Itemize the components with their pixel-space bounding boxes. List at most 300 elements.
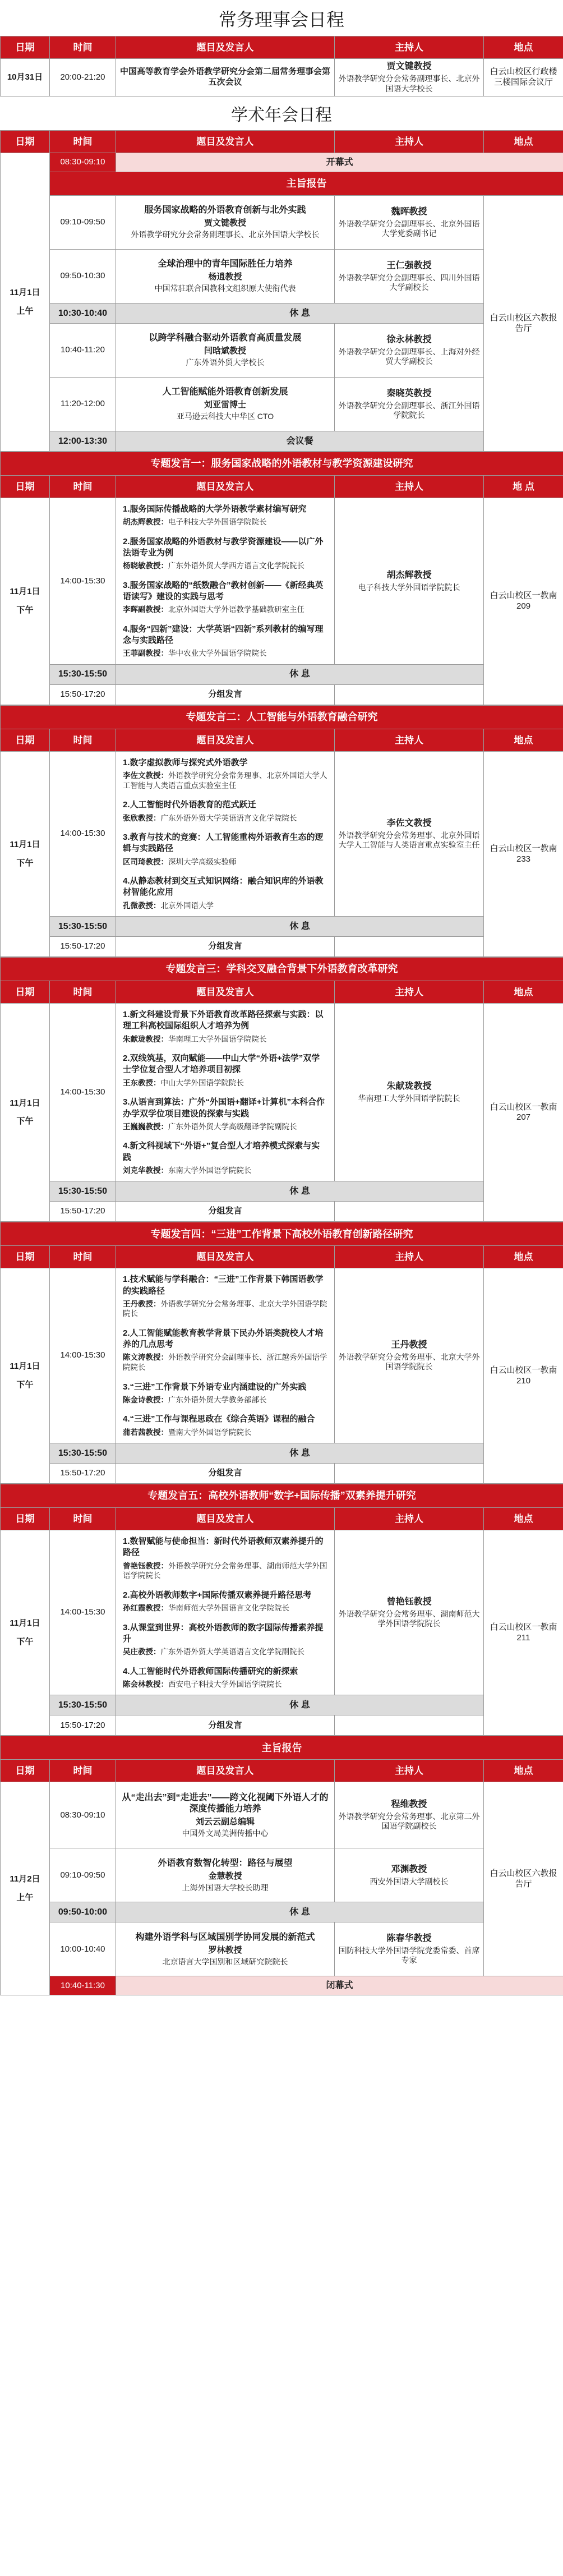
header-topic: 题目及发言人: [116, 1246, 335, 1268]
talk-speaker-line: [123, 561, 327, 571]
talk-cell: [116, 378, 335, 431]
plenary1-day: [1, 153, 50, 452]
break-label: 休 息: [116, 1443, 484, 1464]
topic3-table: [0, 957, 563, 1222]
header-venue: 地点: [484, 1760, 563, 1782]
header-date: 日期: [1, 1246, 50, 1268]
topic4-day: [1, 1268, 50, 1484]
topic1-group-row: [1, 684, 563, 705]
break-time: 15:30-15:50: [50, 917, 116, 937]
topic3-day: [1, 1004, 50, 1222]
talk-speaker: 罗林教授: [208, 1945, 242, 1955]
topic2-break-row: [1, 917, 563, 937]
talk-speaker: 王菲副教授：: [123, 649, 168, 658]
talk-speaker: 陈金诗教授：: [123, 1395, 168, 1404]
group-time: 15:50-17:20: [50, 684, 116, 705]
topic1-venue: 白云山校区一教南209: [484, 498, 563, 705]
header-date: 日期: [1, 476, 50, 498]
talk-title: 构建外语学科与区域国别学协同发展的新范式: [135, 1932, 315, 1942]
talk-speaker: 刘云云副总编辑: [195, 1816, 255, 1827]
plenary2-header-row: [1, 1760, 563, 1782]
break-time: 15:30-15:50: [50, 1181, 116, 1202]
header-date: 日期: [1, 1760, 50, 1782]
talk-title: 2.人工智能时代外语教育的范式跃迁: [123, 800, 256, 810]
topic2-day: [1, 751, 50, 956]
topic5-date: 11月1日: [10, 1618, 40, 1628]
talk-title: 人工智能赋能外语教育创新发展: [162, 387, 288, 397]
talk-affiliation: 广东外语外贸大学教务部部长: [168, 1395, 267, 1404]
lunch-time: 12:00-13:30: [50, 431, 116, 452]
closing-row: [1, 1976, 563, 1995]
topic2-title: 专题发言二：人工智能与外语教育融合研究: [1, 705, 563, 729]
talk-title: 1.技术赋能与学科融合：“三进”工作背景下韩国语教学的实践路径: [123, 1275, 324, 1296]
talk-speaker: 蒲若茜教授：: [123, 1428, 168, 1437]
topic5-talk-list: [116, 1530, 335, 1695]
header-venue: 地点: [484, 1508, 563, 1530]
header-host: 主持人: [335, 1246, 484, 1268]
board-schedule-table: [0, 36, 563, 96]
talk-affiliation: 外语教学研究分会副理事长、浙江越秀外国语学院院长: [123, 1353, 327, 1372]
group-time: 15:50-17:20: [50, 1464, 116, 1484]
header-venue: 地点: [484, 729, 563, 751]
topic2-group-row: [1, 937, 563, 957]
talk-speaker-line: [123, 771, 327, 790]
topic3-venue: 白云山校区一教南207: [484, 1004, 563, 1222]
topic4-host: [335, 1268, 484, 1443]
talk-speaker: 贾文键教授: [204, 218, 246, 228]
talk-speaker: 区司琦教授：: [123, 857, 168, 866]
host-cell: [335, 1848, 484, 1902]
talk-affiliation: 北京外国语大学外语教学基础教研室主任: [168, 605, 304, 614]
talk-speaker: 李晖副教授：: [123, 605, 168, 614]
break-label: 休 息: [116, 1695, 484, 1715]
list-item: [123, 1274, 327, 1319]
host-name: 徐永林教授: [386, 334, 432, 344]
topic3-talks-row: [1, 1004, 563, 1181]
talk-affiliation: 外语教学研究分会常务副理事长、北京外国语大学校长: [131, 230, 320, 240]
topic4-venue: 白云山校区一教南210: [484, 1268, 563, 1484]
talk-time: 09:10-09:50: [50, 1848, 116, 1902]
talk-affiliation: 外语教学研究分会常务理事、湖南师范大学外国语学院院长: [123, 1561, 327, 1580]
talk-title: 以跨学科融合驱动外语教育高质量发展: [149, 333, 302, 343]
talk-speaker: 陈文涛教授：: [123, 1353, 168, 1362]
talk-speaker-line: [123, 1078, 327, 1088]
group-label: 分组发言: [116, 1715, 335, 1736]
talk-speaker-line: [123, 1166, 327, 1176]
talk-affiliation: 华中农业大学外国语学院院长: [168, 649, 267, 658]
lunch-label: 会议餐: [116, 431, 484, 452]
topic2-talks-row: [1, 751, 563, 916]
topic5-break-row: [1, 1695, 563, 1715]
plenary1-venue: 白云山校区六教报告厅: [484, 196, 563, 452]
topic5-header-row: [1, 1508, 563, 1530]
header-venue: 地点: [484, 131, 563, 153]
talk-time: 09:50-10:30: [50, 250, 116, 303]
talk-title: 1.服务国际传播战略的大学外语教学素材编写研究: [123, 504, 307, 514]
talk-affiliation: 华南理工大学外国语学院院长: [168, 1034, 267, 1043]
group-label: 分组发言: [116, 684, 335, 705]
host-affiliation: 外语教学研究分会常务理事、北京第二外国语学院副校长: [338, 1811, 480, 1831]
list-item: [123, 1382, 327, 1405]
header-topic: 题目及发言人: [116, 981, 335, 1004]
talk-speaker: 王巍巍教授：: [123, 1122, 168, 1131]
host-name: 邓渊教授: [391, 1864, 427, 1874]
group-time: 15:50-17:20: [50, 1202, 116, 1222]
host-name: 李佐文教授: [386, 818, 432, 828]
topic4-title: 专题发言四：“三进”工作背景下高校外语教育创新路径研究: [1, 1222, 563, 1246]
closing-time: 10:40-11:30: [50, 1976, 116, 1995]
talk-title: 4.新文科视域下“外语+”复合型人才培养模式探索与实践: [123, 1141, 320, 1162]
plenary2-date: 11月2日: [10, 1874, 40, 1884]
talk-speaker: 张欣教授：: [123, 813, 161, 822]
talk-affiliation: 广东外语外贸大学英语语言文化学院院长: [160, 813, 297, 822]
topic2-title-row: [1, 705, 563, 729]
topic1-talks-row: [1, 498, 563, 665]
list-item: [123, 1053, 327, 1088]
talk-affiliation: 中山大学外国语学院院长: [160, 1078, 244, 1087]
plenary2-label: 主旨报告: [1, 1736, 563, 1760]
talk-affiliation: 东南大学外国语学院院长: [168, 1166, 252, 1175]
topic4-date: 11月1日: [10, 1361, 40, 1371]
topic2-venue: 白云山校区一教南233: [484, 751, 563, 956]
host-name: 朱献珑教授: [386, 1082, 432, 1092]
topic1-break-row: [1, 664, 563, 684]
topic1-header-row: [1, 476, 563, 498]
board-time: 20:00-21:20: [50, 59, 116, 96]
host-affiliation: 国防科技大学外国语学院党委常委、首席专家: [338, 1945, 480, 1965]
board-host-aff: 外语教学研究分会常务副理事长、北京外国语大学校长: [338, 74, 480, 93]
talk-affiliation: 亚马逊云科技大中华区 CTO: [176, 412, 274, 421]
topic4-header-row: [1, 1246, 563, 1268]
topic2-host: [335, 751, 484, 916]
header-venue: 地 点: [484, 476, 563, 498]
talk-speaker-line: [123, 1561, 327, 1581]
talk-speaker: 陈会林教授：: [123, 1680, 168, 1689]
talk-speaker-line: [123, 857, 327, 867]
topic1-ampm: 下午: [16, 605, 34, 615]
break-label: 休 息: [116, 1181, 484, 1202]
host-cell: [335, 250, 484, 303]
plenary1-talk-row: [1, 324, 563, 378]
topic1-table: [0, 452, 563, 705]
header-time: 时间: [50, 131, 116, 153]
group-host-empty: [335, 937, 484, 957]
talk-cell: [116, 250, 335, 303]
break-label: 休 息: [116, 303, 484, 324]
talk-speaker-line: [123, 1299, 327, 1319]
talk-affiliation: 华南师范大学外国语言文化学院院长: [168, 1603, 289, 1612]
group-host-empty: [335, 1715, 484, 1736]
header-venue: 地点: [484, 1246, 563, 1268]
header-time: 时间: [50, 1246, 116, 1268]
topic1-time: 14:00-15:30: [50, 498, 116, 665]
talk-speaker-line: [123, 1428, 327, 1438]
board-topic: 中国高等教育学会外语教学研究分会第二届常务理事会第五次会议: [116, 59, 335, 96]
plenary1-break-row: [1, 303, 563, 324]
plenary1-label: 主旨报告: [50, 172, 563, 196]
header-date: 日期: [1, 1508, 50, 1530]
academic-plenary1-table: [0, 130, 563, 452]
list-item: [123, 876, 327, 910]
talk-title: 全球治理中的青年国际胜任力培养: [158, 259, 293, 269]
topic5-table: [0, 1484, 563, 1736]
talk-title: 4.人工智能时代外语教师国际传播研究的新探索: [123, 1666, 298, 1676]
talk-speaker: 吴庄教授：: [123, 1648, 161, 1657]
host-affiliation: 外语教学研究分会常务理事、北京大学外国语学院院长: [338, 1352, 480, 1372]
opening-ceremony: 开幕式: [116, 153, 563, 172]
topic4-talks-row: [1, 1268, 563, 1443]
talk-affiliation: 广东外语外贸大学校长: [186, 358, 265, 367]
break-label: 休 息: [116, 1902, 484, 1922]
list-item: [123, 1414, 327, 1437]
plenary1-label-row: [1, 172, 563, 196]
talk-cell: [116, 324, 335, 378]
talk-speaker-line: [123, 813, 327, 824]
list-item: [123, 1590, 327, 1613]
talk-affiliation: 北京外国语大学: [160, 901, 214, 910]
header-host: 主持人: [335, 1508, 484, 1530]
topic3-date: 11月1日: [10, 1098, 40, 1108]
talk-cell: [116, 1848, 335, 1902]
header-date: 日期: [1, 981, 50, 1004]
host-cell: [335, 1922, 484, 1976]
header-topic: 题目及发言人: [116, 476, 335, 498]
plenary2-label-row: [1, 1736, 563, 1760]
list-item: [123, 799, 327, 823]
board-venue: 白云山校区行政楼三楼国际会议厅: [484, 59, 563, 96]
talk-speaker-line: [123, 517, 327, 527]
host-affiliation: 外语教学研究分会副理事长、北京外国语大学党委副书记: [338, 219, 480, 238]
header-time: 时间: [50, 36, 116, 59]
list-item: [123, 757, 327, 790]
talk-affiliation: 外语教学研究分会常务理事、北京外国语大学人工智能与人类语言重点实验室主任: [123, 771, 327, 790]
plenary1-talk-row: [1, 250, 563, 303]
topic3-break-row: [1, 1181, 563, 1202]
talk-speaker: 曾艳钰教授：: [123, 1561, 168, 1570]
list-item: [123, 1622, 327, 1657]
talk-speaker-line: [123, 1395, 327, 1405]
talk-affiliation: 广东外语外贸大学英语语言文化学院副院长: [160, 1648, 304, 1657]
talk-speaker-line: [123, 901, 327, 911]
talk-affiliation: 上海外国语大学校长助理: [182, 1883, 269, 1892]
host-name: 曾艳钰教授: [386, 1597, 432, 1607]
host-cell: [335, 324, 484, 378]
topic4-break-row: [1, 1443, 563, 1464]
topic3-talk-list: [116, 1004, 335, 1181]
list-item: [123, 1140, 327, 1175]
talk-speaker: 王丹教授：: [123, 1299, 161, 1308]
header-topic: 题目及发言人: [116, 1508, 335, 1530]
topic1-talk-list: [116, 498, 335, 665]
host-name: 陈春华教授: [386, 1933, 432, 1943]
host-name: 魏晖教授: [391, 206, 427, 217]
group-time: 15:50-17:20: [50, 1715, 116, 1736]
plenary2-talk-row: [1, 1922, 563, 1976]
topic3-time: 14:00-15:30: [50, 1004, 116, 1181]
header-time: 时间: [50, 981, 116, 1004]
talk-speaker: 朱献珑教授：: [123, 1034, 168, 1043]
talk-affiliation: 西安电子科技大学外国语学院院长: [168, 1680, 282, 1689]
plenary1-talk-row: [1, 378, 563, 431]
host-name: 胡杰辉教授: [386, 570, 432, 580]
topic5-group-row: [1, 1715, 563, 1736]
talk-time: 10:00-10:40: [50, 1922, 116, 1976]
header-time: 时间: [50, 1508, 116, 1530]
talk-speaker-line: [123, 1122, 327, 1132]
host-affiliation: 西安外国语大学副校长: [370, 1876, 449, 1886]
topic5-time: 14:00-15:30: [50, 1530, 116, 1695]
topic4-ampm: 下午: [16, 1379, 34, 1390]
host-affiliation: 外语教学研究分会常务理事、湖南师范大学外国语学院院长: [338, 1609, 480, 1629]
talk-cell: [116, 196, 335, 250]
talk-speaker: 闫晗斌教授: [204, 346, 246, 356]
topic1-title-row: [1, 452, 563, 476]
plenary2-venue: 白云山校区六教报告厅: [484, 1782, 563, 1976]
talk-speaker: 杨逍教授: [208, 272, 242, 282]
talk-speaker: 刘亚雷博士: [204, 400, 246, 410]
plenary2-ampm: 上午: [16, 1892, 34, 1902]
list-item: [123, 580, 327, 615]
header-time: 时间: [50, 476, 116, 498]
host-name: 秦晓英教授: [386, 388, 432, 398]
topic4-table: [0, 1222, 563, 1484]
host-cell: [335, 196, 484, 250]
topic2-date: 11月1日: [10, 839, 40, 849]
talk-speaker: 孙红霞教授：: [123, 1603, 168, 1612]
topic2-ampm: 下午: [16, 858, 34, 868]
talk-speaker-line: [123, 1353, 327, 1372]
talk-title: 3.从语言到算法：广外“外国语+翻译+计算机”本科合作办学双学位项目建设的探索与实践: [123, 1097, 325, 1119]
group-host-empty: [335, 1464, 484, 1484]
talk-affiliation: 北京语言大学国别和区域研究院院长: [162, 1957, 288, 1966]
plenary1-lunch-row: [1, 431, 563, 452]
topic5-day: [1, 1530, 50, 1736]
header-time: 时间: [50, 1760, 116, 1782]
topic3-title: 专题发言三：学科交叉融合背景下外语教育改革研究: [1, 958, 563, 981]
topic4-title-row: [1, 1222, 563, 1246]
talk-title: 1.新文科建设背景下外语教育改革路径探索与实践：以理工科高校国际组织人才培养为例: [123, 1010, 324, 1031]
plenary2-talk-row: [1, 1782, 563, 1848]
topic2-talk-list: [116, 751, 335, 916]
list-item: [123, 1097, 327, 1131]
group-host-empty: [335, 1202, 484, 1222]
topic3-title-row: [1, 958, 563, 981]
talk-title: 2.高校外语教师数字+国际传播双素养提升路径思考: [123, 1590, 312, 1600]
talk-speaker: 李佐文教授：: [123, 771, 168, 780]
talk-affiliation: 电子科技大学外国语学院院长: [168, 518, 267, 527]
talk-title: 1.数字虚拟教师与探究式外语教学: [123, 757, 248, 767]
topic5-venue: 白云山校区一教南211: [484, 1530, 563, 1736]
header-venue: 地点: [484, 36, 563, 59]
group-label: 分组发言: [116, 1202, 335, 1222]
host-affiliation: 外语教学研究分会副理事长、四川外国语大学副校长: [338, 273, 480, 292]
board-host: [335, 59, 484, 96]
board-schedule-title: 常务理事会日程: [218, 10, 344, 30]
plenary2-break-row: [1, 1902, 563, 1922]
group-label: 分组发言: [116, 1464, 335, 1484]
topic4-time: 14:00-15:30: [50, 1268, 116, 1443]
break-time: 10:30-10:40: [50, 303, 116, 324]
break-time: 15:30-15:50: [50, 1443, 116, 1464]
talk-time: 10:40-11:20: [50, 324, 116, 378]
talk-title: 4.“三进”工作与课程思政在《综合英语》课程的融合: [123, 1414, 315, 1424]
host-affiliation: 华南理工大学外国语学院院长: [358, 1094, 460, 1103]
list-item: [123, 1328, 327, 1373]
talk-title: 3.教育与技术的竞赛：人工智能重构外语教育生态的逻辑与实践路径: [123, 832, 324, 854]
talk-title: 1.数智赋能与使命担当：新时代外语教师双素养提升的路径: [123, 1537, 324, 1558]
talk-cell: [116, 1782, 335, 1848]
header-date: 日期: [1, 729, 50, 751]
list-item: [123, 504, 327, 527]
board-host-name: 贾文键教授: [386, 62, 432, 71]
header-venue: 地点: [484, 981, 563, 1004]
topic2-header-row: [1, 729, 563, 751]
group-label: 分组发言: [116, 937, 335, 957]
talk-speaker-line: [123, 1603, 327, 1613]
host-cell: [335, 1782, 484, 1848]
talk-time: 09:10-09:50: [50, 196, 116, 250]
plenary2-table: [0, 1736, 563, 1995]
header-date: 日期: [1, 131, 50, 153]
break-label: 休 息: [116, 917, 484, 937]
plenary1-talk-row: [1, 196, 563, 250]
talk-title: 2.双线筑基，双向赋能——中山大学“外语+法学”双学士学位复合型人才培养项目初探: [123, 1054, 320, 1075]
header-host: 主持人: [335, 131, 484, 153]
talk-speaker-line: [123, 1034, 327, 1045]
topic3-header-row: [1, 981, 563, 1004]
talk-affiliation: 中国外文局美洲传播中心: [182, 1828, 269, 1838]
talk-speaker: 金慧教授: [208, 1871, 242, 1881]
header-date: 日期: [1, 36, 50, 59]
topic5-title-row: [1, 1484, 563, 1508]
talk-speaker-line: [123, 605, 327, 615]
break-time: 15:30-15:50: [50, 1695, 116, 1715]
break-time: 15:30-15:50: [50, 664, 116, 684]
list-item: [123, 832, 327, 867]
talk-affiliation: 深圳大学高级实验师: [168, 857, 237, 866]
topic2-table: [0, 705, 563, 957]
header-host: 主持人: [335, 981, 484, 1004]
talk-title: 从“走出去”到“走进去”——跨文化视阈下外语人才的深度传播能力培养: [122, 1792, 329, 1814]
topic5-ampm: 下午: [16, 1636, 34, 1646]
topic3-ampm: 下午: [16, 1116, 34, 1126]
talk-affiliation: 广东外语外贸大学西方语言文化学院院长: [168, 562, 304, 571]
topic2-time: 14:00-15:30: [50, 751, 116, 916]
topic4-talk-list: [116, 1268, 335, 1443]
talk-time: 08:30-09:10: [50, 1782, 116, 1848]
header-host: 主持人: [335, 1760, 484, 1782]
plenary1-ampm: 上午: [16, 306, 34, 316]
host-name: 王仁强教授: [386, 260, 432, 270]
plenary2-day: [1, 1782, 50, 1995]
break-time: 09:50-10:00: [50, 1902, 116, 1922]
header-host: 主持人: [335, 476, 484, 498]
academic-schedule-title: 学术年会日程: [231, 106, 332, 125]
talk-title: 服务国家战略的外语教育创新与北外实践: [144, 205, 306, 215]
talk-speaker: 孔微教授：: [123, 901, 161, 910]
academic-header-row: [1, 131, 563, 153]
header-topic: 题目及发言人: [116, 1760, 335, 1782]
talk-title: 4.服务“四新”建设：大学英语“四新”系列教材的编写理念与实践路径: [123, 624, 324, 646]
talk-title: 3.从课堂到世界：高校外语教师的数字国际传播素养提升: [123, 1622, 324, 1644]
opening-time: 08:30-09:10: [50, 153, 116, 172]
group-host-empty: [335, 684, 484, 705]
header-topic: 题目及发言人: [116, 729, 335, 751]
topic1-date: 11月1日: [10, 587, 40, 597]
list-item: [123, 624, 327, 659]
talk-title: 3.服务国家战略的“纸数融合”教材创新——《新经典英语读写》建设的实践与思考: [123, 580, 324, 602]
host-affiliation: 外语教学研究分会副理事长、浙江外国语学院院长: [338, 401, 480, 420]
